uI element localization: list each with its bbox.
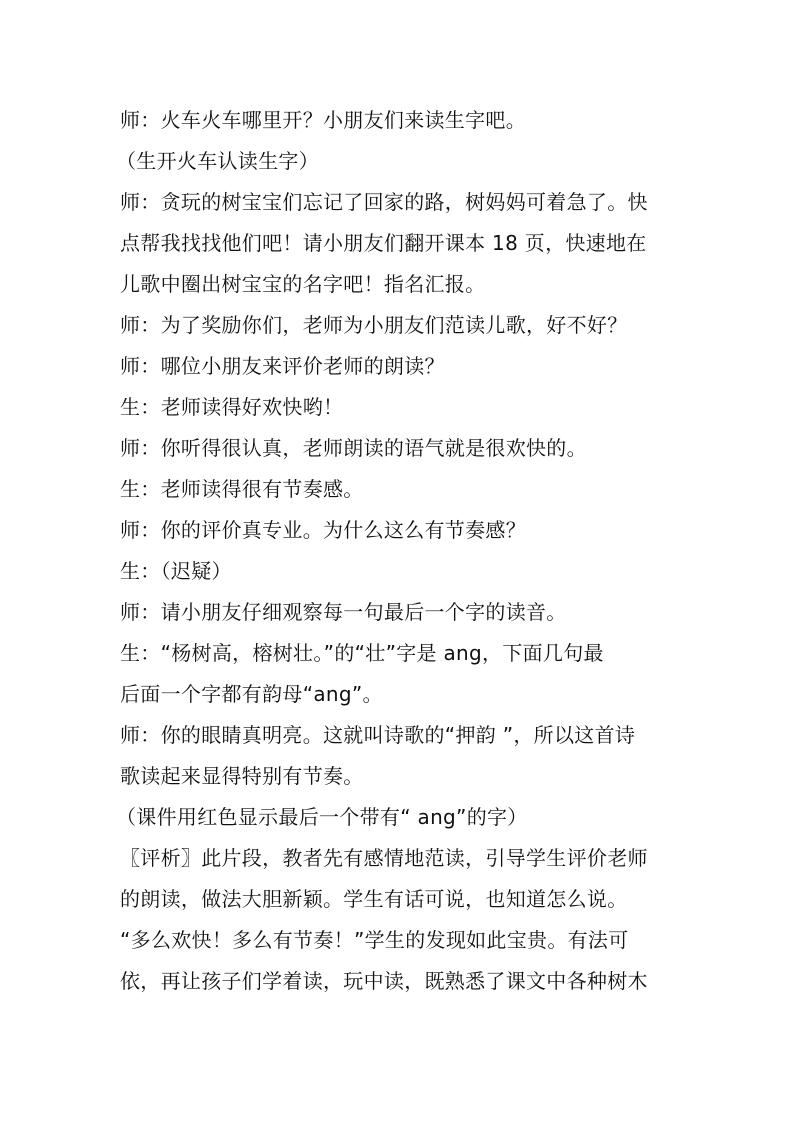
dialogue-line: 生：老师读得很有节奏感。 — [120, 477, 364, 501]
dialogue-line: 师：你的评价真专业。为什么这么有节奏感？ — [120, 518, 526, 542]
dialogue-line: 师：贪玩的树宝宝们忘记了回家的路，树妈妈可着急了。快 — [120, 190, 648, 214]
dialogue-line: 生：“杨树高，榕树壮。”的“壮”字是 ang，下面几句最 — [120, 641, 604, 665]
analysis-paragraph: 〖评析〗此片段，教者先有感情地范读，引导学生评价老师 — [120, 846, 648, 870]
dialogue-line-continued: 歌读起来显得特别有节奏。 — [120, 764, 364, 788]
dialogue-line: 师：你听得很认真，老师朗读的语气就是很欢快的。 — [120, 436, 587, 460]
dialogue-line-continued: 儿歌中圈出树宝宝的名字吧！指名汇报。 — [120, 272, 486, 296]
analysis-paragraph: 依，再让孩子们学着读，玩中读，既熟悉了课文中各种树木 — [120, 969, 648, 993]
analysis-paragraph: “多么欢快！多么有节奏！”学生的发现如此宝贵。有法可 — [120, 928, 629, 952]
dialogue-line-continued: 点帮我找找他们吧！请小朋友们翻开课本 18 页，快速地在 — [120, 231, 647, 255]
dialogue-line: 师：为了奖励你们，老师为小朋友们范读儿歌，好不好？ — [120, 313, 628, 337]
analysis-paragraph: 的朗读，做法大胆新颖。学生有话可说，也知道怎么说。 — [120, 887, 628, 911]
dialogue-line: 师：你的眼睛真明亮。这就叫诗歌的“押韵 ”，所以这首诗 — [120, 723, 636, 747]
stage-direction: （生开火车认读生字） — [116, 149, 319, 173]
dialogue-line: 师：火车火车哪里开？小朋友们来读生字吧。 — [120, 108, 526, 132]
dialogue-line: 生：（迟疑） — [120, 559, 232, 583]
dialogue-line-continued: 后面一个字都有韵母“ang”。 — [120, 682, 383, 706]
dialogue-line: 师：哪位小朋友来评价老师的朗读？ — [120, 354, 445, 378]
stage-direction: （课件用红色显示最后一个带有“ ang”的字） — [116, 805, 528, 829]
dialogue-line: 师：请小朋友仔细观察每一句最后一个字的读音。 — [120, 600, 567, 624]
dialogue-line: 生：老师读得好欢快哟！ — [120, 395, 344, 419]
